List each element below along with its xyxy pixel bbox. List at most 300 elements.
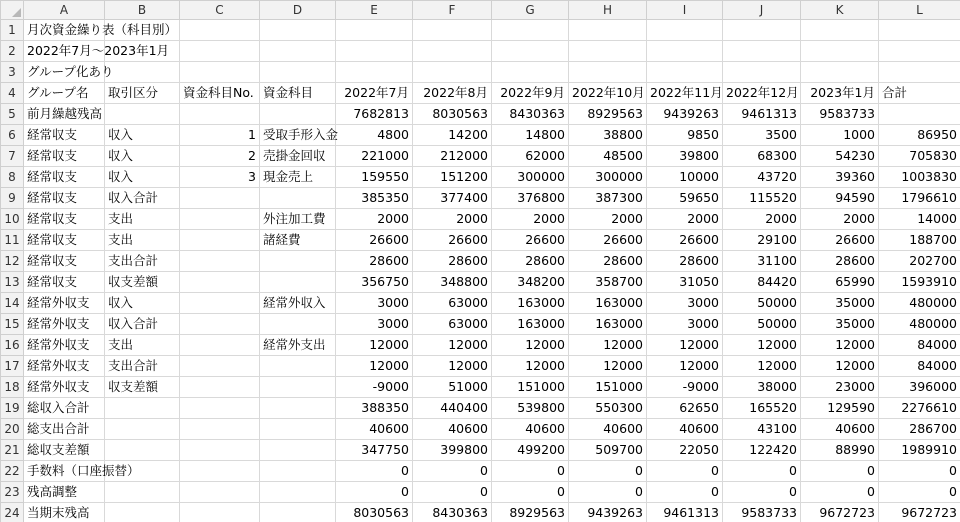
cell-j6[interactable]: 3500 [723, 125, 801, 146]
cell-j13[interactable]: 84420 [723, 272, 801, 293]
cell-a13[interactable]: 経常収支 [24, 272, 105, 293]
cell-a21[interactable]: 総収支差額 [24, 440, 105, 461]
cell-d17[interactable] [260, 356, 336, 377]
cell-a23[interactable]: 残高調整 [24, 482, 105, 503]
cell-l21[interactable]: 1989910 [879, 440, 960, 461]
cell-c15[interactable] [180, 314, 260, 335]
cell-b6[interactable]: 収入 [105, 125, 180, 146]
cell-i17[interactable]: 12000 [647, 356, 723, 377]
row-header[interactable]: 21 [1, 440, 24, 461]
cell-b9[interactable]: 収入合計 [105, 188, 180, 209]
cell-c9[interactable] [180, 188, 260, 209]
cell-h13[interactable]: 358700 [569, 272, 647, 293]
cell-e1[interactable] [336, 20, 413, 41]
cell-c21[interactable] [180, 440, 260, 461]
cell-h19[interactable]: 550300 [569, 398, 647, 419]
cell-g19[interactable]: 539800 [492, 398, 569, 419]
row-header[interactable]: 20 [1, 419, 24, 440]
cell-k17[interactable]: 12000 [801, 356, 879, 377]
cell-c23[interactable] [180, 482, 260, 503]
cell-c8[interactable]: 3 [180, 167, 260, 188]
cell-j20[interactable]: 43100 [723, 419, 801, 440]
select-all-corner[interactable] [1, 1, 24, 20]
cell-b17[interactable]: 支出合計 [105, 356, 180, 377]
cell-i19[interactable]: 62650 [647, 398, 723, 419]
cell-i6[interactable]: 9850 [647, 125, 723, 146]
row-header[interactable]: 2 [1, 41, 24, 62]
row-header[interactable]: 15 [1, 314, 24, 335]
cell-h24[interactable]: 9439263 [569, 503, 647, 522]
row-header[interactable]: 5 [1, 104, 24, 125]
cell-b4[interactable]: 取引区分 [105, 83, 180, 104]
cell-c3[interactable] [180, 62, 260, 83]
cell-k18[interactable]: 23000 [801, 377, 879, 398]
cell-j2[interactable] [723, 41, 801, 62]
cell-h10[interactable]: 2000 [569, 209, 647, 230]
cell-g4[interactable]: 2022年9月 [492, 83, 569, 104]
cell-c17[interactable] [180, 356, 260, 377]
cell-d14[interactable]: 経常外収入 [260, 293, 336, 314]
cell-g15[interactable]: 163000 [492, 314, 569, 335]
cell-a11[interactable]: 経常収支 [24, 230, 105, 251]
cell-e3[interactable] [336, 62, 413, 83]
cell-e12[interactable]: 28600 [336, 251, 413, 272]
cell-h23[interactable]: 0 [569, 482, 647, 503]
cell-i10[interactable]: 2000 [647, 209, 723, 230]
cell-h21[interactable]: 509700 [569, 440, 647, 461]
cell-f7[interactable]: 212000 [413, 146, 492, 167]
cell-f16[interactable]: 12000 [413, 335, 492, 356]
column-header-g[interactable]: G [492, 1, 569, 20]
cell-i15[interactable]: 3000 [647, 314, 723, 335]
cell-l8[interactable]: 1003830 [879, 167, 960, 188]
cell-i23[interactable]: 0 [647, 482, 723, 503]
cell-i4[interactable]: 2022年11月 [647, 83, 723, 104]
cell-l14[interactable]: 480000 [879, 293, 960, 314]
cell-l10[interactable]: 14000 [879, 209, 960, 230]
cell-k21[interactable]: 88990 [801, 440, 879, 461]
cell-a1[interactable]: 月次資金繰り表（科目別） [24, 20, 105, 41]
cell-b5[interactable] [105, 104, 180, 125]
cell-k15[interactable]: 35000 [801, 314, 879, 335]
cell-i21[interactable]: 22050 [647, 440, 723, 461]
cell-e20[interactable]: 40600 [336, 419, 413, 440]
cell-a19[interactable]: 総収入合計 [24, 398, 105, 419]
cell-i13[interactable]: 31050 [647, 272, 723, 293]
cell-j1[interactable] [723, 20, 801, 41]
cell-g8[interactable]: 300000 [492, 167, 569, 188]
cell-g7[interactable]: 62000 [492, 146, 569, 167]
cell-f19[interactable]: 440400 [413, 398, 492, 419]
cell-g16[interactable]: 12000 [492, 335, 569, 356]
cell-f3[interactable] [413, 62, 492, 83]
cell-h9[interactable]: 387300 [569, 188, 647, 209]
cell-i8[interactable]: 10000 [647, 167, 723, 188]
cell-c6[interactable]: 1 [180, 125, 260, 146]
cell-e8[interactable]: 159550 [336, 167, 413, 188]
cell-l24[interactable]: 9672723 [879, 503, 960, 522]
cell-l19[interactable]: 2276610 [879, 398, 960, 419]
row-header[interactable]: 3 [1, 62, 24, 83]
cell-l12[interactable]: 202700 [879, 251, 960, 272]
cell-f21[interactable]: 399800 [413, 440, 492, 461]
cell-l17[interactable]: 84000 [879, 356, 960, 377]
cell-a14[interactable]: 経常外収支 [24, 293, 105, 314]
cell-g17[interactable]: 12000 [492, 356, 569, 377]
row-header[interactable]: 23 [1, 482, 24, 503]
cell-j9[interactable]: 115520 [723, 188, 801, 209]
cell-h14[interactable]: 163000 [569, 293, 647, 314]
cell-c14[interactable] [180, 293, 260, 314]
cell-i3[interactable] [647, 62, 723, 83]
cell-d16[interactable]: 経常外支出 [260, 335, 336, 356]
cell-e16[interactable]: 12000 [336, 335, 413, 356]
cell-k24[interactable]: 9672723 [801, 503, 879, 522]
column-header-a[interactable]: A [24, 1, 105, 20]
cell-g12[interactable]: 28600 [492, 251, 569, 272]
cell-c5[interactable] [180, 104, 260, 125]
cell-j4[interactable]: 2022年12月 [723, 83, 801, 104]
cell-d24[interactable] [260, 503, 336, 522]
column-header-k[interactable]: K [801, 1, 879, 20]
cell-g11[interactable]: 26600 [492, 230, 569, 251]
row-header[interactable]: 6 [1, 125, 24, 146]
cell-b13[interactable]: 収支差額 [105, 272, 180, 293]
cell-f24[interactable]: 8430363 [413, 503, 492, 522]
cell-e22[interactable]: 0 [336, 461, 413, 482]
cell-k1[interactable] [801, 20, 879, 41]
cell-j8[interactable]: 43720 [723, 167, 801, 188]
row-header[interactable]: 19 [1, 398, 24, 419]
row-header[interactable]: 24 [1, 503, 24, 522]
cell-h8[interactable]: 300000 [569, 167, 647, 188]
cell-e5[interactable]: 7682813 [336, 104, 413, 125]
cell-j12[interactable]: 31100 [723, 251, 801, 272]
cell-a10[interactable]: 経常収支 [24, 209, 105, 230]
cell-l2[interactable] [879, 41, 960, 62]
cell-h7[interactable]: 48500 [569, 146, 647, 167]
row-header[interactable]: 13 [1, 272, 24, 293]
cell-i11[interactable]: 26600 [647, 230, 723, 251]
cell-g14[interactable]: 163000 [492, 293, 569, 314]
cell-d9[interactable] [260, 188, 336, 209]
cell-a5[interactable]: 前月繰越残高 [24, 104, 105, 125]
cell-g2[interactable] [492, 41, 569, 62]
cell-e23[interactable]: 0 [336, 482, 413, 503]
cell-k3[interactable] [801, 62, 879, 83]
column-header-b[interactable]: B [105, 1, 180, 20]
cell-f23[interactable]: 0 [413, 482, 492, 503]
column-header-h[interactable]: H [569, 1, 647, 20]
cell-e9[interactable]: 385350 [336, 188, 413, 209]
cell-c2[interactable] [180, 41, 260, 62]
column-header-i[interactable]: I [647, 1, 723, 20]
cell-g21[interactable]: 499200 [492, 440, 569, 461]
cell-f13[interactable]: 348800 [413, 272, 492, 293]
cell-c1[interactable] [180, 20, 260, 41]
cell-e24[interactable]: 8030563 [336, 503, 413, 522]
cell-i9[interactable]: 59650 [647, 188, 723, 209]
cell-f20[interactable]: 40600 [413, 419, 492, 440]
cell-j14[interactable]: 50000 [723, 293, 801, 314]
cell-g24[interactable]: 8929563 [492, 503, 569, 522]
cell-l5[interactable] [879, 104, 960, 125]
cell-j11[interactable]: 29100 [723, 230, 801, 251]
row-header[interactable]: 22 [1, 461, 24, 482]
cell-j19[interactable]: 165520 [723, 398, 801, 419]
cell-f14[interactable]: 63000 [413, 293, 492, 314]
cell-i14[interactable]: 3000 [647, 293, 723, 314]
cell-d7[interactable]: 売掛金回収 [260, 146, 336, 167]
cell-a8[interactable]: 経常収支 [24, 167, 105, 188]
cell-e6[interactable]: 4800 [336, 125, 413, 146]
cell-k20[interactable]: 40600 [801, 419, 879, 440]
cell-c10[interactable] [180, 209, 260, 230]
cell-d3[interactable] [260, 62, 336, 83]
cell-d4[interactable]: 資金科目 [260, 83, 336, 104]
cell-e10[interactable]: 2000 [336, 209, 413, 230]
cell-g6[interactable]: 14800 [492, 125, 569, 146]
cell-b21[interactable] [105, 440, 180, 461]
cell-c22[interactable] [180, 461, 260, 482]
cell-d18[interactable] [260, 377, 336, 398]
cell-e17[interactable]: 12000 [336, 356, 413, 377]
cell-f18[interactable]: 51000 [413, 377, 492, 398]
cell-c7[interactable]: 2 [180, 146, 260, 167]
cell-g22[interactable]: 0 [492, 461, 569, 482]
column-header-d[interactable]: D [260, 1, 336, 20]
cell-h4[interactable]: 2022年10月 [569, 83, 647, 104]
cell-a6[interactable]: 経常収支 [24, 125, 105, 146]
cell-b14[interactable]: 収入 [105, 293, 180, 314]
cell-f12[interactable]: 28600 [413, 251, 492, 272]
cell-g9[interactable]: 376800 [492, 188, 569, 209]
cell-c16[interactable] [180, 335, 260, 356]
row-header[interactable]: 7 [1, 146, 24, 167]
cell-i16[interactable]: 12000 [647, 335, 723, 356]
cell-d6[interactable]: 受取手形入金 [260, 125, 336, 146]
cell-d21[interactable] [260, 440, 336, 461]
cell-b15[interactable]: 収入合計 [105, 314, 180, 335]
cell-c11[interactable] [180, 230, 260, 251]
cell-e7[interactable]: 221000 [336, 146, 413, 167]
cell-f5[interactable]: 8030563 [413, 104, 492, 125]
cell-k16[interactable]: 12000 [801, 335, 879, 356]
cell-a4[interactable]: グループ名 [24, 83, 105, 104]
row-header[interactable]: 18 [1, 377, 24, 398]
cell-g1[interactable] [492, 20, 569, 41]
cell-l16[interactable]: 84000 [879, 335, 960, 356]
cell-a22[interactable]: 手数料（口座振替） [24, 461, 105, 482]
row-header[interactable]: 14 [1, 293, 24, 314]
cell-l4[interactable]: 合計 [879, 83, 960, 104]
cell-e13[interactable]: 356750 [336, 272, 413, 293]
row-header[interactable]: 16 [1, 335, 24, 356]
cell-f4[interactable]: 2022年8月 [413, 83, 492, 104]
cell-d19[interactable] [260, 398, 336, 419]
cell-k13[interactable]: 65990 [801, 272, 879, 293]
cell-l3[interactable] [879, 62, 960, 83]
cell-i5[interactable]: 9439263 [647, 104, 723, 125]
cell-f6[interactable]: 14200 [413, 125, 492, 146]
cell-b23[interactable] [105, 482, 180, 503]
cell-f11[interactable]: 26600 [413, 230, 492, 251]
cell-l1[interactable] [879, 20, 960, 41]
cell-l18[interactable]: 396000 [879, 377, 960, 398]
cell-b7[interactable]: 収入 [105, 146, 180, 167]
cell-k5[interactable]: 9583733 [801, 104, 879, 125]
cell-h11[interactable]: 26600 [569, 230, 647, 251]
cell-h6[interactable]: 38800 [569, 125, 647, 146]
cell-l20[interactable]: 286700 [879, 419, 960, 440]
cell-a24[interactable]: 当期末残高 [24, 503, 105, 522]
row-header[interactable]: 11 [1, 230, 24, 251]
cell-g20[interactable]: 40600 [492, 419, 569, 440]
cell-b19[interactable] [105, 398, 180, 419]
cell-k10[interactable]: 2000 [801, 209, 879, 230]
cell-k2[interactable] [801, 41, 879, 62]
cell-l11[interactable]: 188700 [879, 230, 960, 251]
cell-h22[interactable]: 0 [569, 461, 647, 482]
cell-h20[interactable]: 40600 [569, 419, 647, 440]
cell-k12[interactable]: 28600 [801, 251, 879, 272]
cell-k11[interactable]: 26600 [801, 230, 879, 251]
cell-h16[interactable]: 12000 [569, 335, 647, 356]
cell-a2[interactable]: 2022年7月〜2023年1月 [24, 41, 105, 62]
row-header[interactable]: 12 [1, 251, 24, 272]
cell-e2[interactable] [336, 41, 413, 62]
cell-a9[interactable]: 経常収支 [24, 188, 105, 209]
cell-k8[interactable]: 39360 [801, 167, 879, 188]
row-header[interactable]: 10 [1, 209, 24, 230]
cell-j15[interactable]: 50000 [723, 314, 801, 335]
cell-k23[interactable]: 0 [801, 482, 879, 503]
cell-h5[interactable]: 8929563 [569, 104, 647, 125]
cell-l22[interactable]: 0 [879, 461, 960, 482]
cell-e21[interactable]: 347750 [336, 440, 413, 461]
cell-h12[interactable]: 28600 [569, 251, 647, 272]
cell-d12[interactable] [260, 251, 336, 272]
cell-d1[interactable] [260, 20, 336, 41]
cell-a15[interactable]: 経常外収支 [24, 314, 105, 335]
cell-j18[interactable]: 38000 [723, 377, 801, 398]
cell-e14[interactable]: 3000 [336, 293, 413, 314]
cell-g10[interactable]: 2000 [492, 209, 569, 230]
row-header[interactable]: 9 [1, 188, 24, 209]
cell-f15[interactable]: 63000 [413, 314, 492, 335]
cell-h18[interactable]: 151000 [569, 377, 647, 398]
cell-i2[interactable] [647, 41, 723, 62]
cell-l9[interactable]: 1796610 [879, 188, 960, 209]
row-header[interactable]: 1 [1, 20, 24, 41]
column-header-e[interactable]: E [336, 1, 413, 20]
cell-c20[interactable] [180, 419, 260, 440]
cell-d22[interactable] [260, 461, 336, 482]
cell-i7[interactable]: 39800 [647, 146, 723, 167]
cell-h3[interactable] [569, 62, 647, 83]
cell-j17[interactable]: 12000 [723, 356, 801, 377]
cell-l15[interactable]: 480000 [879, 314, 960, 335]
cell-l6[interactable]: 86950 [879, 125, 960, 146]
cell-b12[interactable]: 支出合計 [105, 251, 180, 272]
cell-h1[interactable] [569, 20, 647, 41]
cell-a3[interactable]: グループ化あり [24, 62, 105, 83]
cell-e11[interactable]: 26600 [336, 230, 413, 251]
cell-j7[interactable]: 68300 [723, 146, 801, 167]
cell-k4[interactable]: 2023年1月 [801, 83, 879, 104]
cell-l7[interactable]: 705830 [879, 146, 960, 167]
cell-i1[interactable] [647, 20, 723, 41]
cell-k22[interactable]: 0 [801, 461, 879, 482]
cell-a16[interactable]: 経常外収支 [24, 335, 105, 356]
column-header-l[interactable]: L [879, 1, 960, 20]
cell-g23[interactable]: 0 [492, 482, 569, 503]
cell-j22[interactable]: 0 [723, 461, 801, 482]
cell-h17[interactable]: 12000 [569, 356, 647, 377]
cell-f9[interactable]: 377400 [413, 188, 492, 209]
cell-e18[interactable]: -9000 [336, 377, 413, 398]
cell-e19[interactable]: 388350 [336, 398, 413, 419]
cell-a18[interactable]: 経常外収支 [24, 377, 105, 398]
cell-b20[interactable] [105, 419, 180, 440]
cell-a20[interactable]: 総支出合計 [24, 419, 105, 440]
cell-j16[interactable]: 12000 [723, 335, 801, 356]
cell-l23[interactable]: 0 [879, 482, 960, 503]
column-header-f[interactable]: F [413, 1, 492, 20]
cell-f17[interactable]: 12000 [413, 356, 492, 377]
cell-f10[interactable]: 2000 [413, 209, 492, 230]
cell-h15[interactable]: 163000 [569, 314, 647, 335]
cell-b8[interactable]: 収入 [105, 167, 180, 188]
cell-j21[interactable]: 122420 [723, 440, 801, 461]
cell-c24[interactable] [180, 503, 260, 522]
cell-d23[interactable] [260, 482, 336, 503]
cell-i22[interactable]: 0 [647, 461, 723, 482]
cell-k9[interactable]: 94590 [801, 188, 879, 209]
row-header[interactable]: 4 [1, 83, 24, 104]
cell-b10[interactable]: 支出 [105, 209, 180, 230]
cell-f1[interactable] [413, 20, 492, 41]
cell-k19[interactable]: 129590 [801, 398, 879, 419]
cell-c19[interactable] [180, 398, 260, 419]
cell-k7[interactable]: 54230 [801, 146, 879, 167]
cell-f2[interactable] [413, 41, 492, 62]
cell-d2[interactable] [260, 41, 336, 62]
cell-e4[interactable]: 2022年7月 [336, 83, 413, 104]
cell-d11[interactable]: 諸経費 [260, 230, 336, 251]
cell-d8[interactable]: 現金売上 [260, 167, 336, 188]
cell-d13[interactable] [260, 272, 336, 293]
cell-f8[interactable]: 151200 [413, 167, 492, 188]
cell-k14[interactable]: 35000 [801, 293, 879, 314]
cell-f22[interactable]: 0 [413, 461, 492, 482]
cell-d5[interactable] [260, 104, 336, 125]
cell-i18[interactable]: -9000 [647, 377, 723, 398]
cell-b18[interactable]: 収支差額 [105, 377, 180, 398]
cell-d20[interactable] [260, 419, 336, 440]
cell-c4[interactable]: 資金科目No. [180, 83, 260, 104]
column-header-c[interactable]: C [180, 1, 260, 20]
cell-e15[interactable]: 3000 [336, 314, 413, 335]
cell-i12[interactable]: 28600 [647, 251, 723, 272]
cell-j10[interactable]: 2000 [723, 209, 801, 230]
cell-b16[interactable]: 支出 [105, 335, 180, 356]
column-header-j[interactable]: J [723, 1, 801, 20]
cell-j3[interactable] [723, 62, 801, 83]
cell-b3[interactable] [105, 62, 180, 83]
cell-i20[interactable]: 40600 [647, 419, 723, 440]
cell-l13[interactable]: 1593910 [879, 272, 960, 293]
